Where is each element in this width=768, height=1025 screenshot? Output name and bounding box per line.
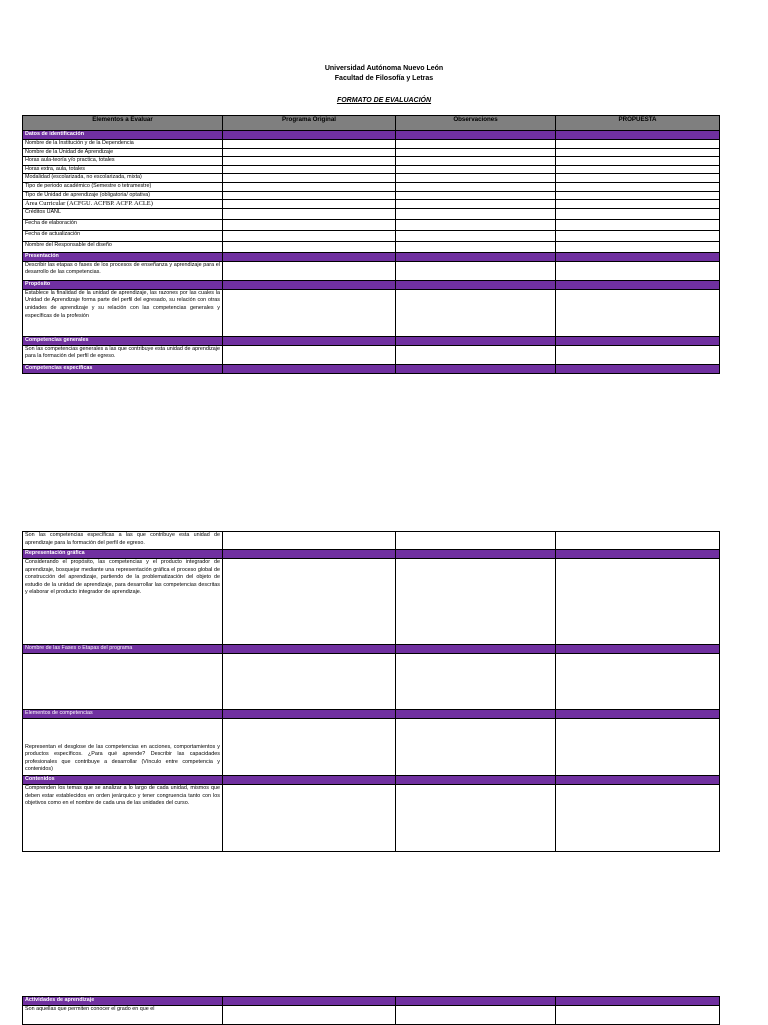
evaluation-table-part-2: [22, 531, 720, 852]
table-row: [23, 219, 720, 230]
section-row-specific-competencies: [23, 364, 720, 373]
cell-proposal[interactable]: [556, 785, 720, 852]
cell-original[interactable]: [223, 191, 396, 200]
row-label: Área Curricular (ACFGU. ACFBP. ACFP. ACLE): [23, 200, 223, 209]
cell-observations[interactable]: [396, 200, 556, 209]
cell-original[interactable]: [223, 200, 396, 209]
cell-original[interactable]: [223, 182, 396, 191]
cell-proposal[interactable]: [556, 140, 720, 149]
cell-observations[interactable]: [396, 345, 556, 364]
cell-proposal[interactable]: [556, 230, 720, 241]
section-row-presentation: [23, 252, 720, 261]
cell-original[interactable]: [223, 219, 396, 230]
cell-original[interactable]: [223, 1006, 396, 1025]
table-row: [23, 165, 720, 174]
table-row: [23, 241, 720, 252]
cell-proposal[interactable]: [556, 289, 720, 336]
cell-observations[interactable]: [396, 532, 556, 550]
cell-observations[interactable]: [396, 182, 556, 191]
cell-original[interactable]: [223, 261, 396, 280]
cell-observations[interactable]: [396, 219, 556, 230]
cell-observations[interactable]: [396, 289, 556, 336]
cell-observations[interactable]: [396, 785, 556, 852]
cell-original[interactable]: [223, 230, 396, 241]
cell-original[interactable]: [223, 208, 396, 219]
cell-observations[interactable]: [396, 157, 556, 166]
competency-elements-text: Representan el desglose de las competencias en acciones, comportamientos y productos específicos. ¿Para qué aprende? Describir las capacidades profesionales que contribuye a desarrollar (Vínculo entre competencia y contenidos): [25, 743, 220, 773]
row-label: Horas aula-teoría y/o practica, totales: [23, 157, 223, 166]
section-row-identification: [23, 131, 720, 140]
row-description: Considerando el propósito, las competencias y el producto integrador de aprendizaje, bosquejar mediante una representación gráfica el proceso global de construcción del aprendizaje, partiendo de la problematización del objeto de estudio de la unidad de aprendizaje, para desarrollar las competencias descritas y elaborar el producto integrador de aprendizaje.: [23, 559, 223, 645]
cell-proposal[interactable]: [556, 200, 720, 209]
table-row: [23, 532, 720, 550]
section-label: Propósito: [23, 280, 223, 289]
table-row: [23, 174, 720, 183]
row-label: Nombre del Responsable del diseño: [23, 241, 223, 252]
table-row: [23, 1006, 720, 1025]
faculty-name: Facultad de Filosofía y Letras: [334, 75, 434, 82]
cell-original[interactable]: [223, 174, 396, 183]
cell-observations[interactable]: [396, 719, 556, 776]
section-label: Nombre de las Fases o Etapas del programa: [23, 645, 223, 654]
section-label: Competencias específicas: [23, 364, 223, 373]
row-label: Tipo de periodo académico (Semestre o tetramestre): [23, 182, 223, 191]
cell-proposal[interactable]: [556, 157, 720, 166]
table-header-row: [23, 116, 720, 131]
cell-proposal[interactable]: [556, 182, 720, 191]
cell-original[interactable]: [223, 654, 396, 710]
cell-observations[interactable]: [396, 241, 556, 252]
section-label: Competencias generales: [23, 336, 223, 345]
row-label: Nombre de la Institución y de la Dependencia: [23, 140, 223, 149]
column-header-elements: Elementos a Evaluar: [23, 116, 223, 131]
section-label: Datos de identificación: [23, 131, 223, 140]
cell-observations[interactable]: [396, 208, 556, 219]
row-label: Nombre de la Unidad de Aprendizaje: [23, 148, 223, 157]
table-row: [23, 559, 720, 645]
cell-original[interactable]: [223, 140, 396, 149]
cell-proposal[interactable]: [556, 532, 720, 550]
evaluation-table-part-1: [22, 115, 720, 374]
cell-observations[interactable]: [396, 230, 556, 241]
cell-observations[interactable]: [396, 148, 556, 157]
column-header-original: Programa Original: [223, 116, 396, 131]
cell-original[interactable]: [223, 785, 396, 852]
table-row: [23, 345, 720, 364]
table-row: [23, 719, 720, 776]
section-label: Contenidos: [23, 776, 223, 785]
table-row: [23, 261, 720, 280]
cell-proposal[interactable]: [556, 174, 720, 183]
form-title: FORMATO DE EVALUACIÓN: [336, 97, 432, 104]
section-row-contents: [23, 776, 720, 785]
cell-original[interactable]: [223, 559, 396, 645]
section-label: Elementos de competencias: [23, 710, 223, 719]
cell-observations[interactable]: [396, 261, 556, 280]
row-description: Son aquellas que permiten conocer el grado en que el: [23, 1006, 223, 1025]
row-description: Describir las etapas o fases de los procesos de enseñanza y aprendizaje para el desarrollo de las competencias.: [23, 261, 223, 280]
section-row-purpose: [23, 280, 720, 289]
cell-proposal[interactable]: [556, 261, 720, 280]
section-row-phases: [23, 645, 720, 654]
table-row: [23, 148, 720, 157]
university-name: Universidad Autónoma Nuevo León: [324, 65, 444, 72]
cell-proposal[interactable]: [556, 1006, 720, 1025]
cell-proposal[interactable]: [556, 719, 720, 776]
cell-original[interactable]: [223, 289, 396, 336]
section-row-activities: [23, 997, 720, 1006]
cell-observations[interactable]: [396, 140, 556, 149]
section-label: Actividades de aprendizaje: [23, 997, 223, 1006]
cell-original[interactable]: [223, 157, 396, 166]
cell-observations[interactable]: [396, 174, 556, 183]
section-row-graphic-representation: [23, 550, 720, 559]
row-label: Fecha de elaboración: [23, 219, 223, 230]
column-header-proposal: PROPUESTA: [556, 116, 720, 131]
column-header-observations: Observaciones: [396, 116, 556, 131]
table-row: [23, 289, 720, 336]
row-description: [23, 654, 223, 710]
cell-observations[interactable]: [396, 654, 556, 710]
evaluation-table-part-3: [22, 996, 720, 1025]
section-label: Representación gráfica: [23, 550, 223, 559]
cell-original[interactable]: [223, 345, 396, 364]
table-row: [23, 230, 720, 241]
row-description: Son las competencias generales a las que contribuye esta unidad de aprendizaje para la formación del perfil de egreso.: [23, 345, 223, 364]
cell-proposal[interactable]: [556, 559, 720, 645]
row-description: Son las competencias específicas a las que contribuye esta unidad de aprendizaje para la formación del perfil de egreso.: [23, 532, 223, 550]
cell-proposal[interactable]: [556, 241, 720, 252]
row-label: Modalidad (escolarizada, no escolarizada, mixta): [23, 174, 223, 183]
table-row: [23, 140, 720, 149]
table-row: [23, 157, 720, 166]
row-description: [23, 719, 223, 776]
cell-proposal[interactable]: [556, 654, 720, 710]
cell-proposal[interactable]: [556, 208, 720, 219]
cell-observations[interactable]: [396, 559, 556, 645]
row-label: Tipo de Unidad de aprendizaje (obligatoria/ optativa): [23, 191, 223, 200]
cell-original[interactable]: [223, 241, 396, 252]
section-row-competency-elements: [23, 710, 720, 719]
cell-original[interactable]: [223, 719, 396, 776]
cell-proposal[interactable]: [556, 165, 720, 174]
table-row: [23, 200, 720, 209]
row-description: Establece la finalidad de la unidad de aprendizaje, las razones por las cuales la Unidad de Aprendizaje forma parte del perfil del egresado, su relación con otras unidades de aprendizaje y su relación con las competencias generales y específicas de la profesión: [23, 289, 223, 336]
table-row: [23, 785, 720, 852]
cell-proposal[interactable]: [556, 345, 720, 364]
cell-original[interactable]: [223, 165, 396, 174]
section-row-general-competencies: [23, 336, 720, 345]
cell-original[interactable]: [223, 148, 396, 157]
cell-proposal[interactable]: [556, 191, 720, 200]
cell-observations[interactable]: [396, 1006, 556, 1025]
cell-observations[interactable]: [396, 165, 556, 174]
table-row: [23, 208, 720, 219]
row-label: Créditos UANL: [23, 208, 223, 219]
row-description: Comprenden los temas que se analizar a lo largo de cada unidad, mismos que deben estar establecidos en orden jerárquico y tener congruencia tanto con los objetivos como en el nombre de cada una de las unidades del curso.: [23, 785, 223, 852]
cell-proposal[interactable]: [556, 148, 720, 157]
table-row: [23, 191, 720, 200]
cell-original[interactable]: [223, 532, 396, 550]
cell-proposal[interactable]: [556, 219, 720, 230]
table-row: [23, 182, 720, 191]
section-label: Presentación: [23, 252, 223, 261]
row-label: Horas extra, aula, totales: [23, 165, 223, 174]
row-label: Fecha de actualización: [23, 230, 223, 241]
cell-observations[interactable]: [396, 191, 556, 200]
table-row: [23, 654, 720, 710]
